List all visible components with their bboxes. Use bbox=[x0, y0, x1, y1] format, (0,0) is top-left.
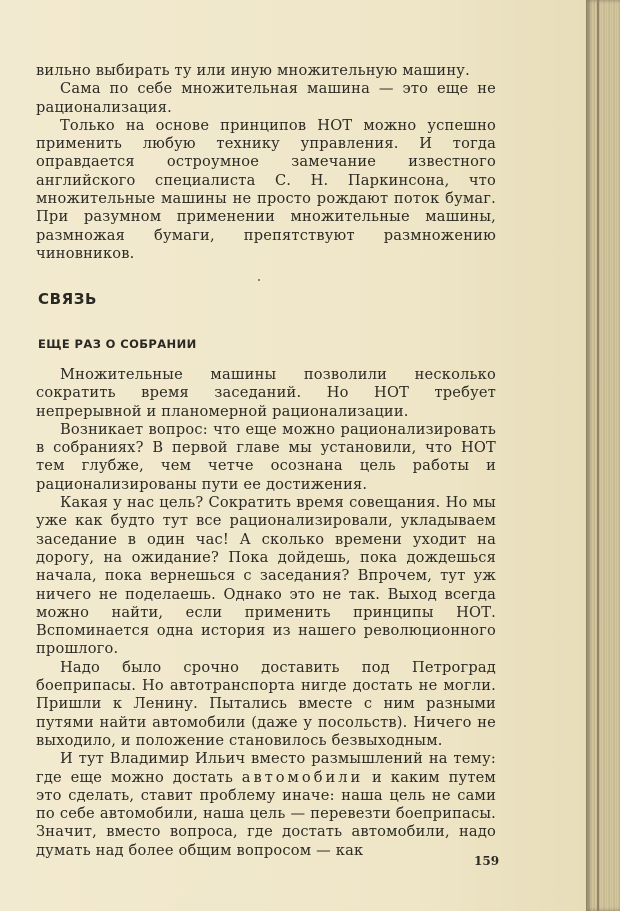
page-number: 159 bbox=[474, 854, 500, 868]
page-edge-line bbox=[597, 0, 599, 911]
text-run: и каким путем это сделать, ставит проблему иначе: наша цель не сами по себе автомобили, наша цель — перевезти боеприпасы. Значит, вместо вопроса, где достать автомобили, надо думать над более общим вопросом — как bbox=[36, 768, 496, 859]
subsection-title: ЕЩЕ РАЗ О СОБРАНИИ bbox=[38, 337, 197, 351]
paragraph: Множительные машины позволили несколько сократить время заседаний. Но НОТ требует непрерывной и планомерной рационализации. bbox=[36, 366, 496, 420]
paragraph: вильно выбирать ту или иную множительную машину. bbox=[36, 62, 470, 79]
section-title: СВЯЗЬ bbox=[38, 290, 98, 308]
body-text-block bbox=[36, 366, 496, 860]
paragraph: Какая у нас цель? Сократить время совещания. Но мы уже как будто тут все рационализировали, укладываем заседание в один час! А сколько времени уходит на дорогу, на ожидание? Пока дойдешь, пока дождешься начала, пока вернешься с заседания? Впрочем, тут уж ничего не поделаешь. Однако это не так. Выход всегда можно найти, если применить принципы НОТ. Вспоминается одна история из нашего революционного прошлого. bbox=[36, 494, 496, 658]
paragraph: Надо было срочно доставить под Петроград боеприпасы. Но автотранспорта нигде достать не могли. Пришли к Ленину. Пытались вместе с ним разными путями найти автомобили (даже у посольств). Ничего не выходило, и положение становилось безвыходным. bbox=[36, 658, 496, 749]
paper-speck bbox=[258, 279, 260, 281]
paragraph: Сама по себе множительная машина — это еще не рационализация. bbox=[36, 80, 496, 116]
page-edge-stack bbox=[586, 0, 620, 911]
text-run: И тут Владимир Ильич вместо размышлений на тему: где еще можно достать bbox=[36, 750, 496, 786]
paragraph-last bbox=[36, 750, 496, 860]
paragraph: Только на основе принципов НОТ можно успешно применить любую технику управления. И тогда оправдается остроумное замечание известного английского специалиста С. Н. Паркинсона, что множительные машины не просто рождают поток бумаг. При разумном применении множительные машины, размножая бумаги, препятствуют размножению чиновников. bbox=[36, 116, 496, 262]
paragraph: Возникает вопрос: что еще можно рационализировать в собраниях? В первой главе мы установили, что НОТ тем глубже, чем четче осознана цель работы и рационализированы пути ее достижения. bbox=[36, 420, 496, 493]
top-text-block bbox=[36, 62, 496, 263]
spaced-word: автомобили bbox=[241, 768, 364, 786]
